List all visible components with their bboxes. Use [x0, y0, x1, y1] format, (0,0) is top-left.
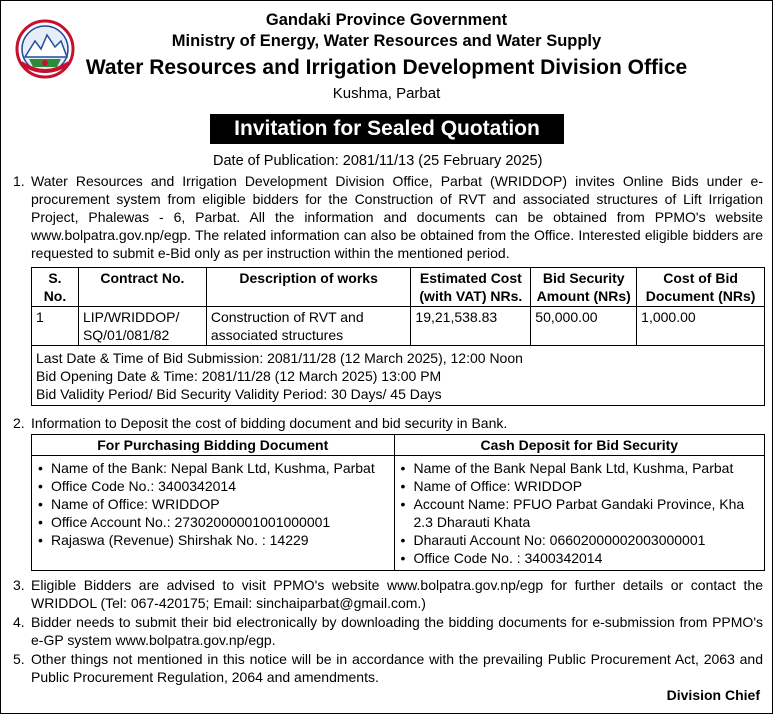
col-header-estimated-cost: Estimated Cost (with VAT) NRs. [411, 268, 531, 307]
office-location: Kushma, Parbat [332, 85, 441, 102]
list-item: • Office Code No. : 3400342014 [399, 549, 761, 567]
cash-deposit-cell [394, 456, 765, 571]
item-number-1: 1. [13, 173, 25, 189]
last-submission-date: Last Date & Time of Bid Submission: 2081/11/28 (12 March 2025), 12:00 Noon [36, 350, 523, 366]
list-item: • Name of the Bank: Nepal Bank Ltd, Kushma, Parbat [36, 459, 390, 477]
cell-bid-security: 50,000.00 [531, 307, 637, 346]
list-item: • Office Account No.: 27302000001001000001 [36, 513, 390, 531]
cash-deposit-header: Cash Deposit for Bid Security [394, 435, 765, 456]
bid-opening-date: Bid Opening Date & Time: 2081/11/28 (12 March 2025) 13:00 PM [36, 368, 442, 384]
item-number-5: 5. [13, 651, 25, 667]
item-5-text: Other things not mentioned in this notice will be in accordance with the prevailing Public Procurement Act, 2063 and Public Procurement Regulation, 2064 and amendments. [31, 651, 763, 685]
bid-validity-period: Bid Validity Period/ Bid Security Validity Period: 30 Days/ 45 Days [36, 386, 442, 402]
item-2-text: Information to Deposit the cost of bidding document and bid security in Bank. [31, 415, 508, 431]
item-number-2: 2. [13, 415, 25, 431]
list-item: • Office Code No.: 3400342014 [36, 477, 390, 495]
bid-table-header-row [32, 268, 765, 307]
col-header-contract: Contract No. [78, 268, 206, 307]
item-3-text: Eligible Bidders are advised to visit PPMO's website www.bolpatra.gov.np/egp for further details or contact the WRIDDOL (Tel: 067-420175; Email: sinchaiparbat@gmail.com.) [31, 577, 763, 611]
cell-contract-no: LIP/WRIDDOP/ SQ/01/081/82 [78, 307, 206, 346]
list-item: • Name of Office: WRIDDOP [36, 495, 390, 513]
signature-title: Division Chief [666, 687, 760, 703]
list-item: • Rajaswa (Revenue) Shirshak No. : 14229 [36, 531, 390, 549]
list-item: • Name of the Bank Nepal Bank Ltd, Kushma, Parbat [399, 459, 761, 477]
bid-dates-cell [32, 346, 765, 406]
table-row [32, 346, 765, 406]
list-item: • Dharauti Account No: 06602000002003000001 [399, 531, 761, 549]
item-4-text: Bidder needs to submit their bid electronically by downloading the bidding documents for e-submission from PPMO's e-GP system www.bolpatra.gov.np/egp. [31, 614, 763, 648]
col-header-bid-security: Bid Security Amount (NRs) [531, 268, 637, 307]
list-item: • Name of Office: WRIDDOP [399, 477, 761, 495]
purchasing-document-cell [32, 456, 395, 571]
cell-document-cost: 1,000.00 [637, 307, 765, 346]
col-header-description: Description of works [206, 268, 411, 307]
item-1-text: Water Resources and Irrigation Development Division Office, Parbat (WRIDDOP) invites Online Bids under e-procurement system from eligible bidders for the Construction of RVT and associated structures of Lift Irrigation Project, Phalewas - 6, Parbat. All the information and documents can be obtained from PPMO's website www.bolpatra.gov.np/egp. The related information can also be obtained from the Office. Interested eligible bidders are requested to submit e-Bid only as per instruction within the mentioned period. [31, 173, 763, 261]
deposit-table [31, 434, 765, 571]
office-name: Water Resources and Irrigation Development Division Office [85, 56, 688, 79]
list-item: • Account Name: PFUO Parbat Gandaki Province, Kha 2.3 Dharauti Khata [399, 495, 761, 531]
item-number-3: 3. [13, 577, 25, 593]
deposit-header-row [32, 435, 765, 456]
table-row [32, 456, 765, 571]
cell-sno: 1 [32, 307, 79, 346]
notice-title: Invitation for Sealed Quotation [210, 114, 564, 144]
bid-table [31, 267, 765, 406]
ministry-name: Ministry of Energy, Water Resources and Water Supply [171, 32, 602, 50]
cell-estimated-cost: 19,21,538.83 [411, 307, 531, 346]
col-header-sno: S. No. [32, 268, 79, 307]
cash-deposit-list [399, 459, 761, 567]
col-header-document-cost: Cost of Bid Document (NRs) [637, 268, 765, 307]
purchasing-document-list [36, 459, 390, 549]
table-row [32, 307, 765, 346]
item-number-4: 4. [13, 614, 25, 630]
purchasing-document-header: For Purchasing Bidding Document [32, 435, 395, 456]
cell-description: Construction of RVT and associated structures [206, 307, 411, 346]
government-name: Gandaki Province Government [265, 11, 508, 29]
publication-date: Date of Publication: 2081/11/13 (25 February 2025) [213, 153, 543, 169]
